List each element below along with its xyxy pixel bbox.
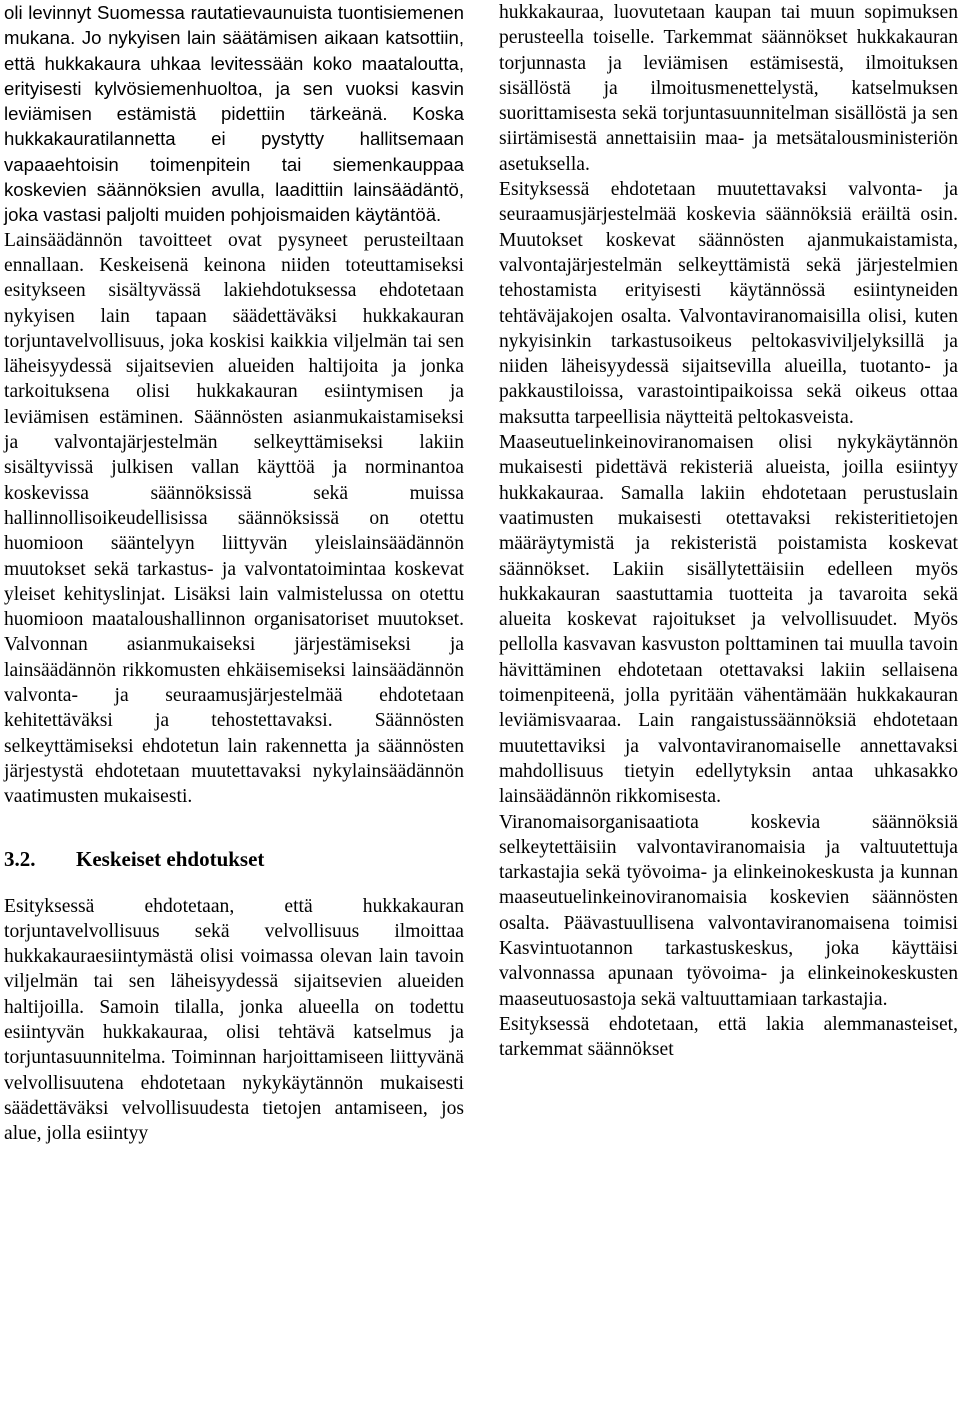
body-paragraph: Maaseutuelinkeinoviranomaisen olisi nykykäytännön mukaisesti pidettävä rekisteriä alueista, joilla esiintyy hukkakauraa. Samalla lakiin ehdotetaan perustuslain vaatimusten mukaisesti otettavaksi rekisteritietojen määräytymistä ja rekisteristä poistamista koskevat säännökset. Lakiin sisällytettäisiin edelleen myös hukkakauran saastuttamia tuotteita ja tavaroita sekä alueita koskevat rajoitukset ja velvollisuudet. Myös pellolla kasvavan kasvuston polttaminen tai muulla tavoin hävittäminen ehdotetaan otettavaksi lakiin sellaisena toimenpiteenä, jolla pyritään vähentämään hukkakauran leviämisvaaraa. Lain rangaistussäännöksiä ehdotetaan muutettaviksi ja valvontaviranomaiselle annettavaksi mahdollisuus tietyin edellytyksin antaa uhkasakko lainsäädännön rikkomisesta. (499, 432, 958, 808)
body-paragraph: hukkakauraa, luovutetaan kaupan tai muun sopimuksen perusteella toiselle. Tarkemmat säännökset hukkakauran torjunnasta ja leviämisen estämisestä, ilmoituksen sisällöstä ja ilmoitusmenettelystä, katselmuksen suorittamisesta sekä torjuntasuunnitelman sisällöstä ja sen siirtämisestä annettaisiin maa- ja metsätalousministeriön asetuksella. (499, 2, 958, 175)
section-number: 3.2. (4, 846, 36, 871)
section-title: Keskeiset ehdotukset (76, 846, 265, 871)
body-paragraph: Esityksessä ehdotetaan muutettavaksi valvonta- ja seuraamusjärjestelmää koskevia säännöksiä eräiltä osin. Muutokset koskevat säännösten ajanmukaistamista, valvontajärjestelmän selkeyttämistä sekä järjestelmien tehostamista erityisesti käytännössä esiintyneiden tehtäväjakojen osalta. Valvontaviranomaisilla olisi, kuten nykyisinkin tarkastusoikeus peltokasviviljelyksillä ja niiden läheisyydessä sijaitsevilla alueilla, tuotanto- ja pakkaustiloissa, varastointipaikoissa sekä oikeus ottaa maksutta tarpeellisia näytteitä peltokasveista. (499, 179, 958, 428)
body-paragraph: Lainsäädännön tavoitteet ovat pysyneet perusteiltaan ennallaan. Keskeisenä keinona niiden toteuttamiseksi esitykseen sisältyvässä lakiehdotuksessa ehdotetaan nykyisen lain tapaan säädettäväksi hukkakauran torjuntavelvollisuus, joka koskisi kaikkia viljelmän tai sen läheisyydessä sijaitsevien alueiden haltijoita ja jonka tarkoituksena olisi hukkakauran esiintymisen ja leviämisen estäminen. Säännösten asianmukaistamiseksi ja valvontajärjestelmän selkeyttämiseksi lakiin sisältyvissä julkisen vallan käyttöä ja norminantoa koskevissa säännöksissä sekä muissa hallinnollisoikeudellisissa säännöksissä on otettu huomioon sääntelyyn liittyvän yleislainsäädännön muutokset sekä tarkastus- ja valvontatoimintaa koskevat yleiset kehityslinjat. Lisäksi lain valmistelussa on otettu huomioon maataloushallinnon organisatoriset muutokset. Valvonnan asianmukaiseksi järjestämiseksi ja lainsäädännön rikkomusten ehkäisemiseksi lainsäädännön valvonta- ja seuraamusjärjestelmää ehdotetaan kehitettäväksi ja tehostettavaksi. Säännösten selkeyttämiseksi ehdotetun lain rakennetta ja säännösten järjestystä ehdotetaan muutettavaksi nykylainsäädännön vaatimusten mukaisesti. (4, 229, 464, 808)
section-heading (4, 846, 464, 872)
left-column (4, 0, 464, 1146)
body-paragraph: Esityksessä ehdotetaan, että hukkakauran torjuntavelvollisuus sekä velvollisuus ilmoittaa hukkakauraesiintymästä olisi voimassa olevan lain tavoin viljelmän tai sen läheisyydessä sijaitsevien alueiden haltijoilla. Samoin tilalla, jonka alueella on todettu esiintyvän hukkakauraa, olisi tehtävä katselmus ja torjuntasuunnitelma. Toiminnan harjoittamiseen liittyvänä velvollisuutena ehdotetaan nykykäytännön mukaisesti säädettäväksi velvollisuudesta tietojen antamiseen, jos alue, jolla esiintyy (4, 895, 464, 1145)
right-column (499, 0, 958, 1062)
body-paragraph: Viranomaisorganisaatiota koskevia säännöksiä selkeytettäisiin valvontaviranomaisia ja valtuutettuja tarkastajia sekä työvoima- ja elinkeinokeskusta ja kunnan maaseutuelinkeinoviranomaisia koskevien säännösten osalta. Päävastuullisena valvontaviranomaisena toimisi Kasvintuotannon tarkastuskeskus, joka käyttäisi valvonnassa apunaan työvoima- ja elinkeinokeskusten maaseutuosastoja sekä valtuuttamiaan tarkastajia. (499, 811, 958, 1010)
body-paragraph: oli levinnyt Suomessa rautatievaunuista tuontisiemenen mukana. Jo nykyisen lain säätämisen aikaan katsottiin, että hukkakaura uhkaa levitessään koko maataloutta, erityisesti kylvösiemenhuoltoa, ja sen vuoksi kasvin leviämisen estämistä pidettiin tärkeänä. Koska hukkakauratilannetta ei pystytty hallitsemaan vapaaehtoisin toimenpitein tai siemenkauppaa koskevien säännöksien avulla, laadittiin lainsäädäntö, joka vastasi paljolti muiden pohjoismaiden käytäntöä. (4, 2, 464, 226)
body-paragraph: Esityksessä ehdotetaan, että lakia alemmanasteiset, tarkemmat säännökset (499, 1013, 958, 1061)
